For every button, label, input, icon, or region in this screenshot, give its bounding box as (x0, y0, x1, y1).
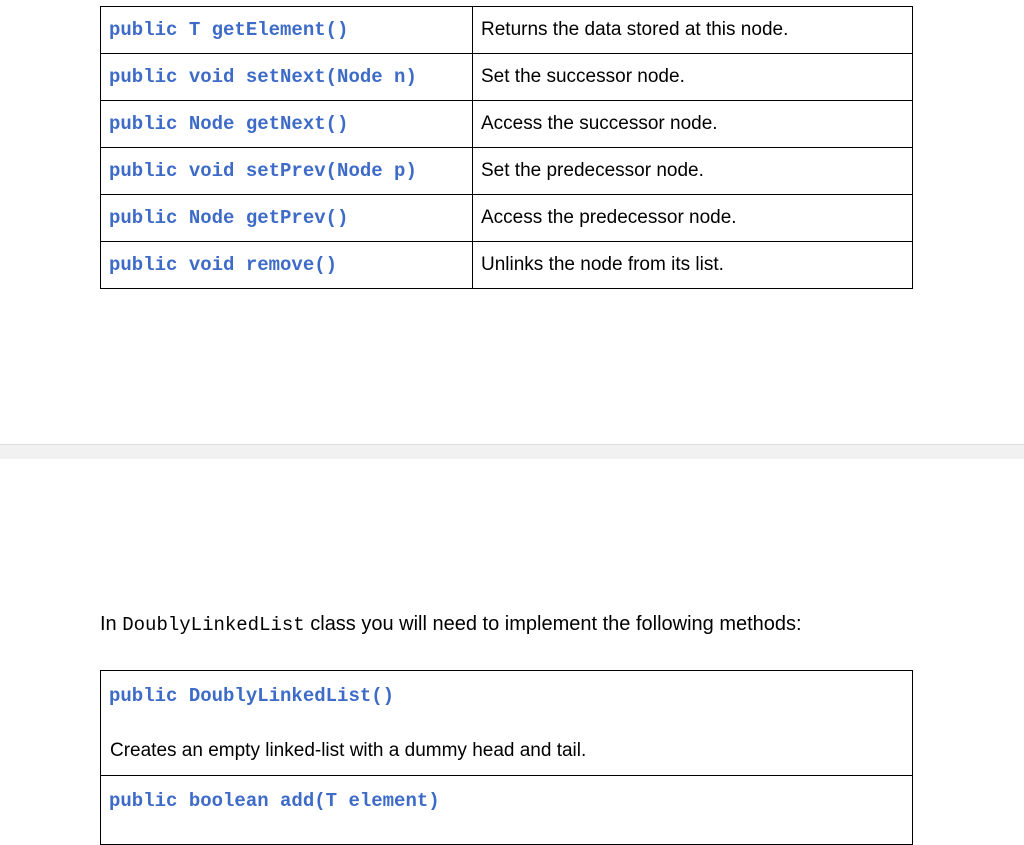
method-signature: public Node getPrev() (109, 207, 349, 229)
method-description: Returns the data stored at this node. (473, 7, 913, 54)
table-row (101, 7, 913, 54)
page-separator (0, 445, 1024, 459)
add-method-box (100, 775, 913, 845)
method-signature: public boolean add(T element) (109, 790, 440, 812)
constructor-box (100, 670, 913, 776)
table-row (101, 195, 913, 242)
intro-prefix: In (100, 613, 123, 635)
method-signature: public T getElement() (109, 19, 349, 41)
table-row (101, 54, 913, 101)
method-description: Access the successor node. (473, 101, 913, 148)
intro-paragraph (100, 613, 802, 636)
method-description: Creates an empty linked-list with a dummy head and tail. (110, 740, 587, 761)
method-description: Unlinks the node from its list. (473, 242, 913, 289)
method-signature: public DoublyLinkedList() (109, 685, 395, 707)
method-signature: public void setPrev(Node p) (109, 160, 417, 182)
method-description: Set the predecessor node. (473, 148, 913, 195)
method-description: Access the predecessor node. (473, 195, 913, 242)
table-row (101, 101, 913, 148)
method-signature: public void remove() (109, 254, 338, 276)
intro-suffix: class you will need to implement the following methods: (304, 613, 802, 635)
table-row (101, 242, 913, 289)
method-signature: public void setNext(Node n) (109, 66, 417, 88)
node-methods-table (100, 6, 913, 289)
class-name: DoublyLinkedList (122, 614, 305, 636)
method-signature: public Node getNext() (109, 113, 349, 135)
table-row (101, 148, 913, 195)
method-description: Set the successor node. (473, 54, 913, 101)
